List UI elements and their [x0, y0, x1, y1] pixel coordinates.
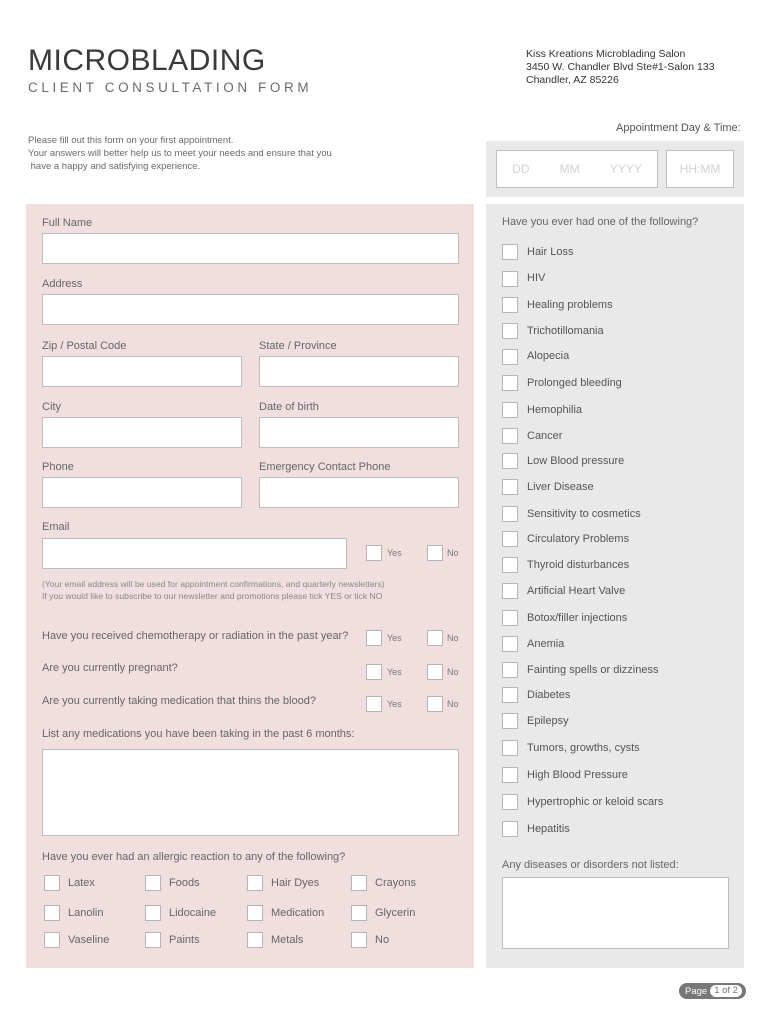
- allergy-foods-checkbox[interactable]: [145, 875, 161, 891]
- salon-address: 3450 W. Chandler Blvd Ste#1-Salon 133: [526, 61, 715, 73]
- condition-checkbox[interactable]: [502, 297, 518, 313]
- day-placeholder: DD: [512, 162, 530, 176]
- blood-thinner-question: Are you currently taking medication that thins the blood?: [42, 695, 316, 707]
- email-note-line: If you would like to subscribe to our newsletter and promotions please tick YES or tick NO: [42, 591, 383, 601]
- email-note-line: (Your email address will be used for appointment confirmations, and quarterly newsletters): [42, 579, 385, 589]
- allergy-lanolin-checkbox[interactable]: [44, 905, 60, 921]
- condition-label: Hepatitis: [527, 823, 570, 835]
- medications-textarea[interactable]: [42, 749, 459, 836]
- appointment-panel: [486, 141, 744, 197]
- yes-label: Yes: [387, 699, 402, 709]
- zip-label: Zip / Postal Code: [42, 340, 127, 352]
- form-subtitle: CLIENT CONSULTATION FORM: [28, 80, 313, 95]
- condition-label: HIV: [527, 272, 546, 284]
- condition-checkbox[interactable]: [502, 479, 518, 495]
- full-name-label: Full Name: [42, 217, 93, 229]
- allergy-item-label: Lidocaine: [169, 907, 217, 919]
- appointment-label: Appointment Day & Time:: [616, 122, 741, 134]
- condition-label: Hemophilia: [527, 404, 583, 416]
- condition-checkbox[interactable]: [502, 375, 518, 391]
- condition-checkbox[interactable]: [502, 506, 518, 522]
- condition-label: Diabetes: [527, 689, 571, 701]
- page-number: 1 of 2: [710, 985, 742, 997]
- allergy-item-label: Foods: [169, 877, 200, 889]
- condition-checkbox[interactable]: [502, 636, 518, 652]
- intro-line: have a happy and satisfying experience.: [28, 161, 201, 172]
- condition-checkbox[interactable]: [502, 323, 518, 339]
- allergy-no-checkbox[interactable]: [351, 932, 367, 948]
- year-placeholder: YYYY: [609, 162, 642, 176]
- condition-checkbox[interactable]: [502, 740, 518, 756]
- allergy-item-label: No: [375, 934, 390, 946]
- allergy-crayons-checkbox[interactable]: [351, 875, 367, 891]
- condition-label: Artificial Heart Valve: [527, 585, 626, 597]
- email-input[interactable]: [42, 538, 347, 569]
- condition-label: Tumors, growths, cysts: [527, 742, 640, 754]
- condition-checkbox[interactable]: [502, 794, 518, 810]
- other-conditions-textarea[interactable]: [502, 877, 729, 949]
- allergy-item-label: Vaseline: [68, 934, 110, 946]
- address-input[interactable]: [42, 294, 459, 325]
- no-label: No: [447, 667, 459, 677]
- allergy-item-label: Hair Dyes: [271, 877, 320, 889]
- allergy-latex-checkbox[interactable]: [44, 875, 60, 891]
- allergy-item-label: Crayons: [375, 877, 416, 889]
- allergy-vaseline-checkbox[interactable]: [44, 932, 60, 948]
- condition-checkbox[interactable]: [502, 531, 518, 547]
- emergency-phone-label: Emergency Contact Phone: [259, 461, 391, 473]
- condition-label: Healing problems: [527, 299, 613, 311]
- yes-label: Yes: [387, 633, 402, 643]
- month-placeholder: MM: [559, 162, 580, 176]
- condition-checkbox[interactable]: [502, 428, 518, 444]
- condition-label: Cancer: [527, 430, 563, 442]
- chemo-no-checkbox[interactable]: [427, 630, 443, 646]
- condition-label: High Blood Pressure: [527, 769, 628, 781]
- pregnant-yes-checkbox[interactable]: [366, 664, 382, 680]
- allergy-glycerin-checkbox[interactable]: [351, 905, 367, 921]
- condition-label: Hair Loss: [527, 246, 574, 258]
- dob-input[interactable]: [259, 417, 459, 448]
- allergy-item-label: Paints: [169, 934, 200, 946]
- yes-label: Yes: [387, 548, 402, 558]
- condition-label: Epilepsy: [527, 715, 569, 727]
- condition-checkbox[interactable]: [502, 821, 518, 837]
- allergy-metals-checkbox[interactable]: [247, 932, 263, 948]
- condition-checkbox[interactable]: [502, 767, 518, 783]
- blood-thinner-yes-checkbox[interactable]: [366, 696, 382, 712]
- allergy-item-label: Latex: [68, 877, 95, 889]
- condition-checkbox[interactable]: [502, 271, 518, 287]
- condition-label: Fainting spells or dizziness: [527, 664, 659, 676]
- email-label: Email: [42, 521, 70, 533]
- dob-label: Date of birth: [259, 401, 319, 413]
- condition-checkbox[interactable]: [502, 402, 518, 418]
- emergency-phone-input[interactable]: [259, 477, 459, 508]
- condition-checkbox[interactable]: [502, 583, 518, 599]
- chemo-question: Have you received chemotherapy or radiation in the past year?: [42, 630, 349, 642]
- pregnant-no-checkbox[interactable]: [427, 664, 443, 680]
- condition-checkbox[interactable]: [502, 453, 518, 469]
- condition-label: Botox/filler injections: [527, 612, 628, 624]
- zip-input[interactable]: [42, 356, 242, 387]
- condition-checkbox[interactable]: [502, 662, 518, 678]
- allergy-item-label: Glycerin: [375, 907, 416, 919]
- state-label: State / Province: [259, 340, 337, 352]
- condition-label: Trichotillomania: [527, 325, 604, 337]
- condition-checkbox[interactable]: [502, 713, 518, 729]
- appointment-time-field[interactable]: [666, 150, 734, 188]
- intro-text: [28, 134, 388, 173]
- condition-checkbox[interactable]: [502, 244, 518, 260]
- condition-label: Circulatory Problems: [527, 533, 630, 545]
- no-label: No: [447, 548, 459, 558]
- page-indicator: [679, 983, 746, 999]
- no-label: No: [447, 699, 459, 709]
- condition-label: Thyroid disturbances: [527, 559, 630, 571]
- yes-label: Yes: [387, 667, 402, 677]
- form-title: MICROBLADING: [28, 44, 266, 77]
- condition-label: Low Blood pressure: [527, 455, 625, 467]
- city-input[interactable]: [42, 417, 242, 448]
- phone-input[interactable]: [42, 477, 242, 508]
- condition-label: Hypertrophic or keloid scars: [527, 796, 664, 808]
- city-label: City: [42, 401, 61, 413]
- full-name-input[interactable]: [42, 233, 459, 264]
- appointment-date-field[interactable]: [496, 150, 658, 188]
- address-label: Address: [42, 278, 83, 290]
- other-conditions-label: Any diseases or disorders not listed:: [502, 859, 679, 871]
- condition-label: Prolonged bleeding: [527, 377, 622, 389]
- allergy-item-label: Medication: [271, 907, 325, 919]
- allergy-medication-checkbox[interactable]: [247, 905, 263, 921]
- condition-checkbox[interactable]: [502, 687, 518, 703]
- medications-label: List any medications you have been taking in the past 6 months:: [42, 728, 355, 740]
- newsletter-yes-checkbox[interactable]: [366, 545, 382, 561]
- allergy-hair-dyes-checkbox[interactable]: [247, 875, 263, 891]
- intro-line: Your answers will better help us to meet your needs and ensure that you: [28, 148, 332, 159]
- blood-thinner-no-checkbox[interactable]: [427, 696, 443, 712]
- allergy-lidocaine-checkbox[interactable]: [145, 905, 161, 921]
- condition-checkbox[interactable]: [502, 610, 518, 626]
- condition-label: Sensitivity to cosmetics: [527, 508, 641, 520]
- allergy-paints-checkbox[interactable]: [145, 932, 161, 948]
- email-note: [42, 578, 467, 602]
- salon-name: Kiss Kreations Microblading Salon: [526, 48, 686, 60]
- page-word: Page: [685, 985, 708, 997]
- newsletter-no-checkbox[interactable]: [427, 545, 443, 561]
- state-input[interactable]: [259, 356, 459, 387]
- condition-label: Liver Disease: [527, 481, 594, 493]
- phone-label: Phone: [42, 461, 74, 473]
- condition-label: Alopecia: [527, 350, 570, 362]
- pregnant-question: Are you currently pregnant?: [42, 662, 178, 674]
- intro-line: Please fill out this form on your first appointment.: [28, 135, 234, 146]
- allergy-question: Have you ever had an allergic reaction to any of the following?: [42, 851, 346, 863]
- condition-label: Anemia: [527, 638, 565, 650]
- condition-checkbox[interactable]: [502, 349, 518, 365]
- time-placeholder: HH:MM: [679, 162, 721, 176]
- condition-checkbox[interactable]: [502, 557, 518, 573]
- allergy-item-label: Metals: [271, 934, 304, 946]
- conditions-question: Have you ever had one of the following?: [502, 216, 699, 228]
- no-label: No: [447, 633, 459, 643]
- salon-city: Chandler, AZ 85226: [526, 74, 619, 86]
- salon-info: [526, 48, 715, 87]
- chemo-yes-checkbox[interactable]: [366, 630, 382, 646]
- allergy-item-label: Lanolin: [68, 907, 104, 919]
